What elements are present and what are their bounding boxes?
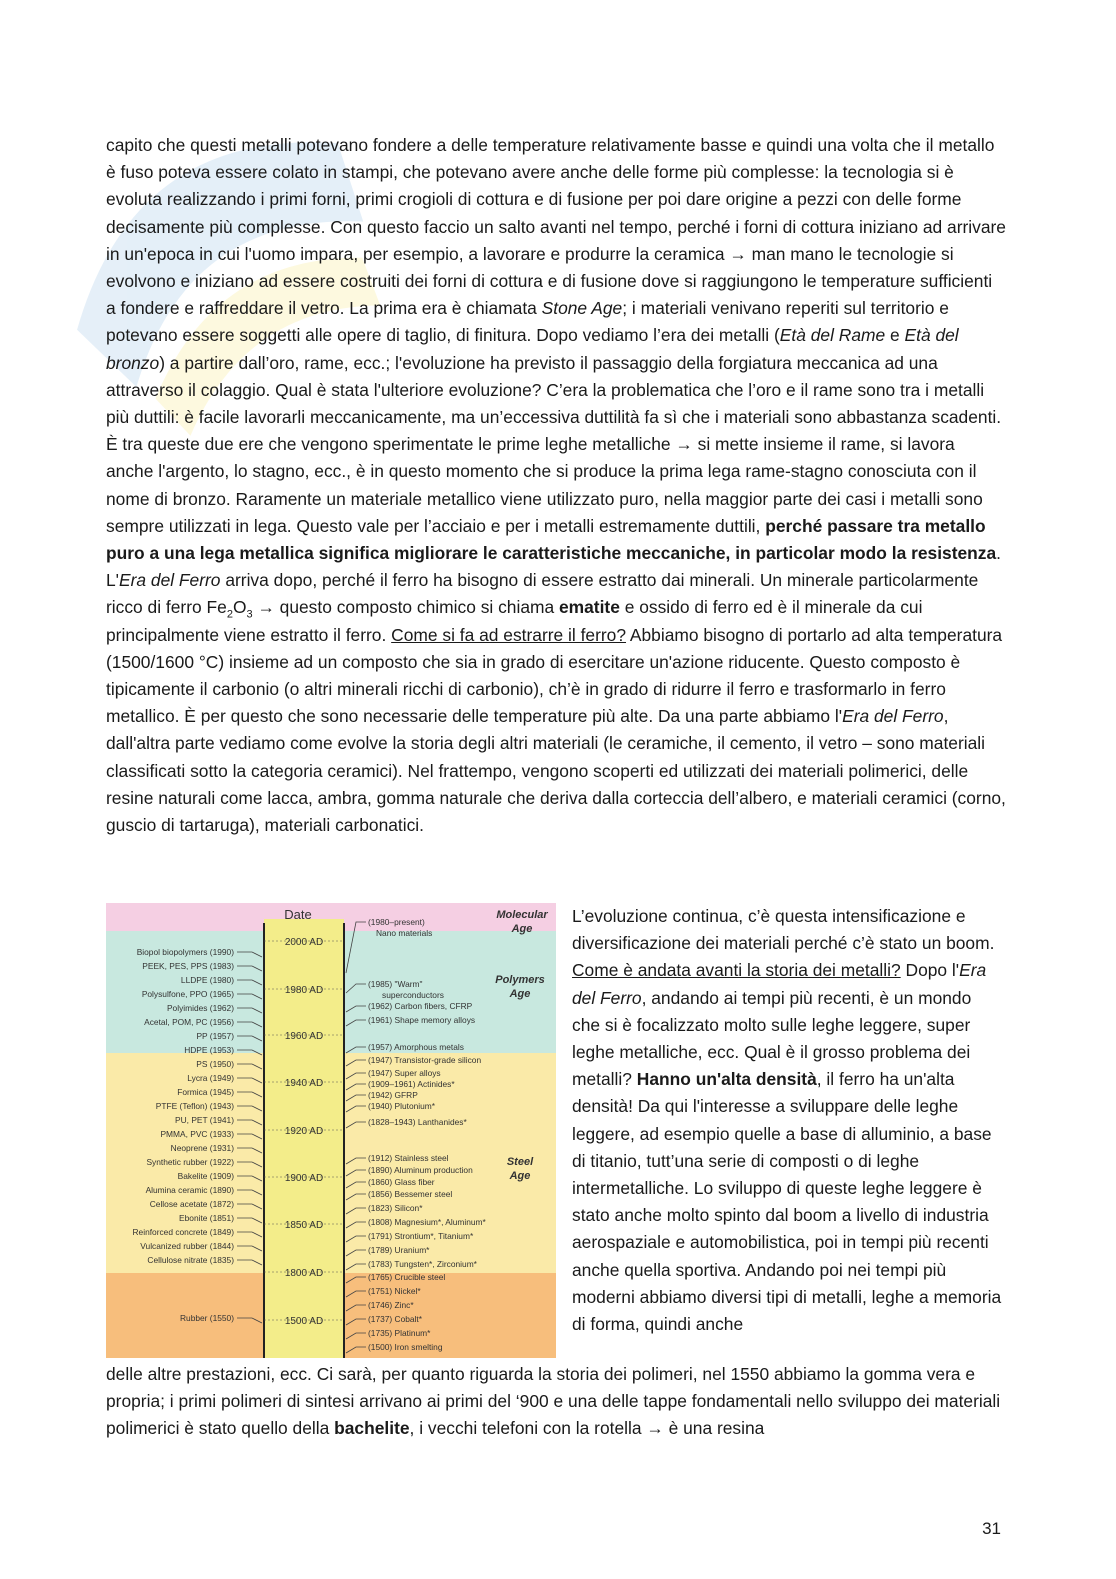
paragraph1-run: 3 <box>246 608 253 621</box>
paragraph1-run: Età del Rame <box>779 325 886 346</box>
left-item-label: Synthetic rubber (1922) <box>146 1157 234 1167</box>
paragraph1-run: e <box>885 325 905 346</box>
paragraph3-run: è una resina <box>663 1418 765 1439</box>
left-item-label: PS (1950) <box>196 1059 234 1069</box>
left-item-label: PP (1957) <box>196 1031 234 1041</box>
paragraph1-run: ; i materiali venivano reperiti sul territorio e potevano essere soggetti alle opere di taglio, di finitura. Dopo vediamo l’era dei metalli ( <box>106 298 949 346</box>
paragraph1-run: e ossido di ferro ed è il minerale da cui principalmente viene estratto il ferro. <box>106 597 923 645</box>
right-item-label: (1942) GFRP <box>368 1090 418 1100</box>
right-item-label: (1823) Silicon* <box>368 1203 423 1213</box>
paragraph1-run: Stone Age <box>541 298 623 319</box>
right-item-label: (1985) "Warm" <box>368 979 423 989</box>
left-item-label: Rubber (1550) <box>179 1313 234 1323</box>
right-item-label: (1791) Strontium*, Titanium* <box>368 1231 474 1241</box>
right-item-label: (1856) Bessemer steel <box>368 1189 453 1199</box>
date-label: 1940 AD <box>284 1078 324 1089</box>
paragraph1-run: 2 <box>226 608 233 621</box>
right-item-label: (1737) Cobalt* <box>368 1314 423 1324</box>
date-label: 1900 AD <box>284 1173 324 1184</box>
right-item-label: (1828–1943) Lanthanides* <box>368 1117 467 1127</box>
left-item-label: PTFE (Teflon) (1943) <box>155 1101 234 1111</box>
right-item-label: Nano materials <box>376 928 433 938</box>
materials-timeline-figure <box>106 903 556 1358</box>
paragraph1-run: → <box>729 243 747 264</box>
age-title-molecular: Molecular <box>496 909 548 921</box>
date-label: 2000 AD <box>284 937 324 948</box>
body-paragraph-2 <box>572 903 1002 1338</box>
left-item-label: Biopol biopolymers (1990) <box>136 947 234 957</box>
right-item-label: (1912) Stainless steel <box>368 1153 449 1163</box>
age-title-steel-2: Age <box>509 1170 531 1182</box>
left-item-label: PMMA, PVC (1933) <box>160 1129 234 1139</box>
paragraph1-run: arriva dopo, perché il ferro ha bisogno di essere estratto dai minerali. Un minerale particolarmente ricco di ferro Fe <box>106 570 979 618</box>
left-item-label: Vulcanized rubber (1844) <box>140 1241 234 1251</box>
body-paragraph-3 <box>106 1361 1011 1443</box>
right-item-label: (1947) Super alloys <box>368 1068 441 1078</box>
right-item-label: (1962) Carbon fibers, CFRP <box>368 1001 473 1011</box>
age-title-steel: Steel <box>506 1156 534 1168</box>
right-item-label: (1783) Tungsten*, Zirconium* <box>368 1259 477 1269</box>
paragraph1-run: , dall'altra parte vediamo come evolve la storia degli altri materiali (le ceramiche, il cemento, il vetro – sono materiali classificati sotto la categoria ceramici). Nel frattempo, vengono scoperti ed utilizzati dei materiali polimerici, delle resine naturali come lacca, ambra, gomma naturale che deriva dalla corteccia dell’albero, e materiali ceramici (corno, guscio di tartaruga), materiali carbonatici. <box>106 706 1006 836</box>
right-item-label: (1957) Amorphous metals <box>368 1042 464 1052</box>
right-item-label: (1947) Transistor-grade silicon <box>368 1055 482 1065</box>
body-paragraph-1 <box>106 132 1006 839</box>
paragraph2-run: , il ferro ha un'alta densità! Da qui l'interesse a sviluppare delle leghe leggere, ad esempio quelle a base di alluminio, a base di titanio, tutt’una serie di composti o di leghe intermetalliche. Lo sviluppo di queste leghe leggere è stato anche molto spinto dal boom a livello di industria aerospaziale e automobilistica, poi in tempi più recenti anche quella sportiva. Andando poi nei tempi più moderni abbiamo diversi tipi di metalli, leghe a memoria di forma, quindi anche <box>572 1069 1002 1335</box>
paragraph2-run: Era del Ferro <box>572 960 987 1008</box>
left-item-label: Reinforced concrete (1849) <box>132 1227 234 1237</box>
date-label: 1850 AD <box>284 1220 324 1231</box>
right-item-label: (1940) Plutonium* <box>368 1101 436 1111</box>
left-item-label: Ebonite (1851) <box>179 1213 234 1223</box>
right-item-label: (1909–1961) Actinides* <box>368 1079 455 1089</box>
date-label: 1960 AD <box>284 1031 324 1042</box>
right-item-label: (1735) Platinum* <box>368 1328 431 1338</box>
left-item-label: HDPE (1953) <box>184 1045 234 1055</box>
paragraph1-run: si mette insieme il rame, si lavora anche l'argento, lo stagno, ecc., è in questo momento che si produce la prima lega rame-stagno conosciuta con il nome di bronzo. Raramente un materiale metallico viene utilizzato puro, nella maggior parte dei casi i metalli sono sempre utilizzati in lega. Questo vale per l’acciaio e per i metalli estremamente duttili, <box>106 434 983 536</box>
paragraph1-run: Era del Ferro <box>842 706 944 727</box>
right-item-label: (1751) Nickel* <box>368 1286 421 1296</box>
paragraph1-run: questo composto chimico si chiama <box>274 597 559 618</box>
paragraph2-run: Dopo l' <box>900 960 960 981</box>
paragraph1-run: O <box>232 597 247 618</box>
paragraph1-run: ematite <box>559 597 620 618</box>
paragraph1-run: Come si fa ad estrarre il ferro? <box>391 624 627 645</box>
right-item-label: (1980–present) <box>368 917 425 927</box>
left-item-label: Neoprene (1931) <box>170 1143 234 1153</box>
left-item-label: Alumina ceramic (1890) <box>145 1185 234 1195</box>
left-item-label: PU, PET (1941) <box>175 1115 234 1125</box>
paragraph1-run: . L' <box>106 543 1001 591</box>
left-item-label: LLDPE (1980) <box>180 975 234 985</box>
left-item-label: Cellulose nitrate (1835) <box>147 1255 234 1265</box>
paragraph1-run: Età del bronzo <box>106 325 959 373</box>
paragraph1-run: ) a partire dall’oro, rame, ecc.; l'evoluzione ha previsto il passaggio della forgiatura meccanica ad una attraverso il colaggio. Qual è stata l'ulteriore evoluzione? C’era la problematica che l’oro e il rame sono tra i metalli più duttili: è facile lavorarli meccanicamente, ma un’eccessiva duttilità fa sì che i materiali sono abbastanza scadenti. È tra queste due ere che vengono sperimentate le prime leghe metalliche <box>106 352 1002 455</box>
left-item-label: Bakelite (1909) <box>177 1171 234 1181</box>
paragraph1-run: → <box>675 434 693 455</box>
age-title-polymers: Polymers <box>495 974 545 986</box>
paragraph1-run: → <box>257 597 275 618</box>
paragraph3-run: delle altre prestazioni, ecc. Ci sarà, per quanto riguarda la storia dei polimeri, nel 1550 abbiamo la gomma vera e propria; i primi polimeri di sintesi arrivano ai primi del ‘900 e una delle tappe fondamentali nello sviluppo dei materiali polimerici è stato quello della <box>106 1364 1001 1439</box>
age-title-molecular-2: Age <box>511 923 533 935</box>
left-item-label: PEEK, PES, PPS (1983) <box>142 961 234 971</box>
paragraph1-run: Abbiamo bisogno di portarlo ad alta temperatura (1500/1600 °C) insieme ad un composto che sia in grado di esercitare un'azione riducente. Questo composto è tipicamente il carbonio (o altri minerali ricchi di carbonio), ch’è in grado di ridurre il ferro e trasformarlo in ferro metallico. È per questo che sono necessarie delle temperature più alte. Da una parte abbiamo l' <box>106 624 1003 727</box>
right-item-label: (1860) Glass fiber <box>368 1177 435 1187</box>
left-item-label: Polyimides (1962) <box>166 1003 234 1013</box>
paragraph1-run: Era del Ferro <box>119 570 221 591</box>
paragraph2-run: Hanno un'alta densità <box>636 1069 817 1090</box>
right-item-label: (1789) Uranium* <box>368 1245 430 1255</box>
left-item-label: Formica (1945) <box>177 1087 234 1097</box>
right-item-label: (1961) Shape memory alloys <box>368 1015 476 1025</box>
right-item-label: (1746) Zinc* <box>368 1300 414 1310</box>
date-label: 1800 AD <box>284 1268 324 1279</box>
page-number: 31 <box>982 1519 1001 1538</box>
paragraph3-run: , i vecchi telefoni con la rotella <box>409 1418 647 1439</box>
date-label: 1920 AD <box>284 1126 324 1137</box>
right-item-label: (1808) Magnesium*, Aluminum* <box>368 1217 486 1227</box>
left-item-label: Cellose acetate (1872) <box>149 1199 234 1209</box>
paragraph1-run: capito che questi metalli potevano fondere a delle temperature relativamente basse e quindi una volta che il metallo è fuso poteva essere colato in stampi, che potevano avere anche delle forme più complesse: la tecnologia si è evoluta realizzando i primi forni, primi crogioli di cottura e di fusione per poi dare origine a pezzi con delle forme decisamente più complesse. Con questo faccio un salto avanti nel tempo, perché i forni di cottura iniziano ad arrivare in un'epoca in cui l'uomo impara, per esempio, a lavorare e produrre la ceramica <box>106 135 1006 264</box>
date-header: Date <box>284 907 312 922</box>
right-item-label: (1890) Aluminum production <box>368 1165 473 1175</box>
age-title-polymers-2: Age <box>509 988 531 1000</box>
paragraph2-run: Come è andata avanti la storia dei metalli? <box>572 960 901 981</box>
left-item-label: Lycra (1949) <box>187 1073 234 1083</box>
left-item-label: Acetal, POM, PC (1956) <box>144 1017 234 1027</box>
date-label: 1980 AD <box>284 985 324 996</box>
date-label: 1500 AD <box>284 1316 324 1327</box>
paragraph3-run: → <box>646 1418 664 1439</box>
timeline-chart <box>106 903 556 1358</box>
paragraph1-run: perché passare tra metallo puro a una lega metallica significa migliorare le caratteristiche meccaniche, in particolar modo la resistenza <box>106 515 997 564</box>
paragraph2-run: L’evoluzione continua, c’è questa intensificazione e diversificazione dei materiali perché c’è stato un boom. <box>572 906 995 954</box>
right-item-label: (1765) Crucible steel <box>368 1272 446 1282</box>
paragraph3-run: bachelite <box>334 1418 410 1439</box>
right-item-label: superconductors <box>382 990 444 1000</box>
paragraph1-run: man mano le tecnologie si evolvono e iniziano ad essere costruiti dei forni di cottura e di fusione dove si raggiungono le temperature sufficienti a fondere e raffreddare il vetro. La prima era è chiamata <box>106 243 993 319</box>
paragraph2-run: , andando ai tempi più recenti, è un mondo che si è focalizzato molto sulle leghe leggere, super leghe metalliche, ecc. Qual è il grosso problema dei metalli? <box>572 987 972 1090</box>
left-item-label: Polysulfone, PPO (1965) <box>141 989 234 999</box>
right-item-label: (1500) Iron smelting <box>368 1342 443 1352</box>
